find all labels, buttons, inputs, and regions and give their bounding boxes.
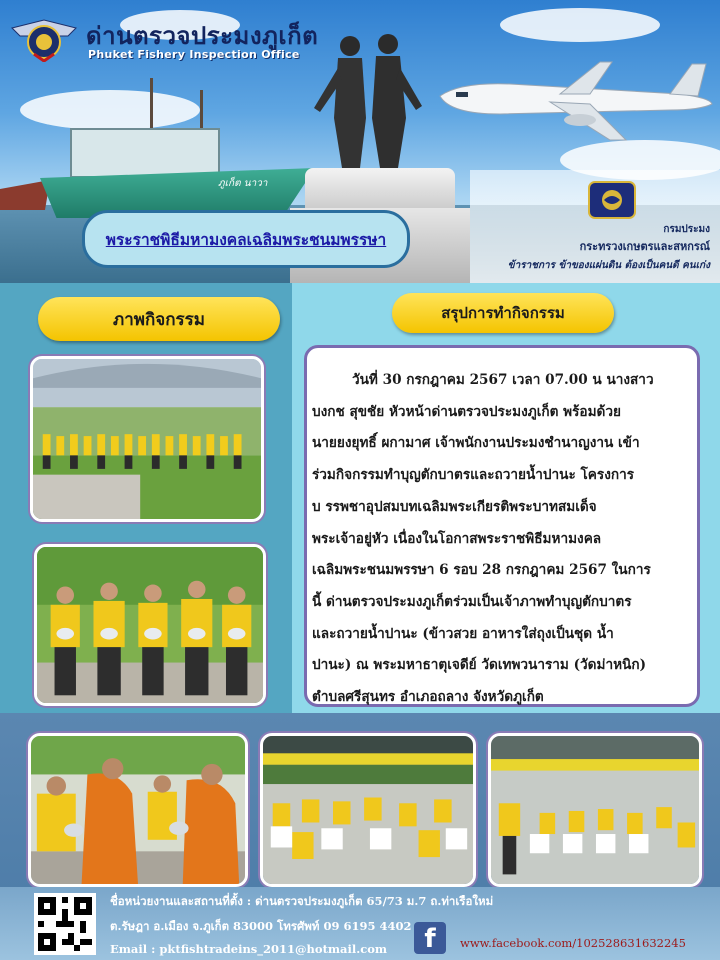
civil-servant-motto: ข้าราชการ ข้าของแผ่นดิน ต้องเป็นคนดี คนเก่ง — [507, 260, 710, 271]
department-name: กรมประมง — [663, 224, 710, 235]
cloud — [20, 90, 200, 130]
heroines-monument-icon — [300, 28, 430, 178]
summary-line: นี้ ด่านตรวจประมงภูเก็ตร่วมเป็นเจ้าภาพทำบุญตักบาตร — [312, 593, 632, 610]
ministry-name: กระทรวงเกษตรและสหกรณ์ — [579, 240, 710, 253]
activity-photo-monks — [28, 733, 248, 887]
facebook-icon[interactable]: f — [414, 922, 446, 954]
summary-line: วันที่ 30 กรกฎาคม 2567 เวลา 07.00 น นางสาว — [352, 372, 654, 388]
monks-photo-scene — [31, 736, 245, 884]
boat-cabin — [70, 128, 220, 178]
activity-photo-hall — [260, 733, 476, 887]
summary-line: บงกช สุขชัย หัวหน้าด่านตรวจประมงภูเก็ต พร้อมด้วย — [312, 403, 621, 420]
ceremony-title: พระราชพิธีมหามงคลเฉลิมพระชนมพรรษา — [105, 230, 387, 249]
hall-photo-scene — [263, 736, 473, 884]
activity-photo-offering — [34, 544, 266, 706]
audience-photo-scene — [491, 736, 699, 884]
header-banner — [0, 0, 720, 283]
fishery-inspection-badge-icon — [10, 14, 78, 62]
airplane-icon — [430, 58, 720, 148]
department-of-fisheries-emblem-icon — [587, 180, 637, 220]
contact-address-line-1: ชื่อหน่วยงานและสถานที่ตั้ง : ด่านตรวจประมงภูเก็ต 65/73 ม.7 ถ.ท่าเรือใหม่ — [110, 894, 494, 908]
summary-line: ปานะ) ณ พระมหาธาตุเจดีย์ วัดเทพวนาราม (วัดม่าหนิก) — [312, 657, 646, 674]
activity-photos-label: ภาพกิจกรรม — [38, 297, 280, 341]
activity-photo-audience — [488, 733, 702, 887]
facebook-page-link[interactable]: www.facebook.com/102528631632245 — [460, 936, 686, 950]
summary-line: ร่วมกิจกรรมทำบุญตักบาตรและถวายน้ำปานะ โครงการ — [312, 467, 635, 484]
summary-line: ตำบลศรีสุนทร อำเภอถลาง จังหวัดภูเก็ต — [312, 689, 544, 706]
distant-boat — [0, 180, 50, 210]
summary-line: และถวายน้ำปานะ (ข้าวสวย อาหารใส่ถุงเป็นชุด น้ำ — [312, 625, 614, 642]
summary-line: บ รรพชาอุปสมบทเฉลิมพระเกียรติพระบาทสมเด็จ — [312, 498, 597, 515]
offering-photo-scene — [37, 547, 263, 703]
summary-line: นายยงยุทธิ์ ผกามาศ เจ้าพนักงานประมงชำนาญงาน เข้า — [312, 435, 640, 452]
office-subtitle: Phuket Fishery Inspection Office — [88, 48, 300, 61]
activity-summary-text — [312, 365, 692, 714]
summary-line: เฉลิมพระชนมพรรษา 6 รอบ 28 กรกฎาคม 2567 ในการ — [312, 562, 651, 579]
contact-email[interactable]: Email : pktfishtradeins_2011@hotmail.com — [110, 942, 388, 956]
ceremony-title-frame — [82, 210, 410, 268]
qr-code-pattern — [38, 897, 92, 951]
boat-name-label: ภูเก็ต นาวา — [218, 178, 268, 189]
activity-photo-group — [30, 356, 264, 522]
contact-address-line-2: ต.รัษฎา อ.เมือง จ.ภูเก็ต 83000 โทรศัพท์ 09 6195 4402 — [110, 919, 412, 933]
activity-summary-label: สรุปการทำกิจกรรม — [392, 293, 614, 333]
summary-line: พระเจ้าอยู่หัว เนื่องในโอกาสพระราชพิธีมหามงคล — [312, 530, 602, 547]
cloud — [500, 8, 660, 42]
office-title: ด่านตรวจประมงภูเก็ต — [86, 22, 319, 50]
qr-code-icon[interactable] — [34, 893, 96, 955]
group-photo-scene — [33, 359, 261, 519]
